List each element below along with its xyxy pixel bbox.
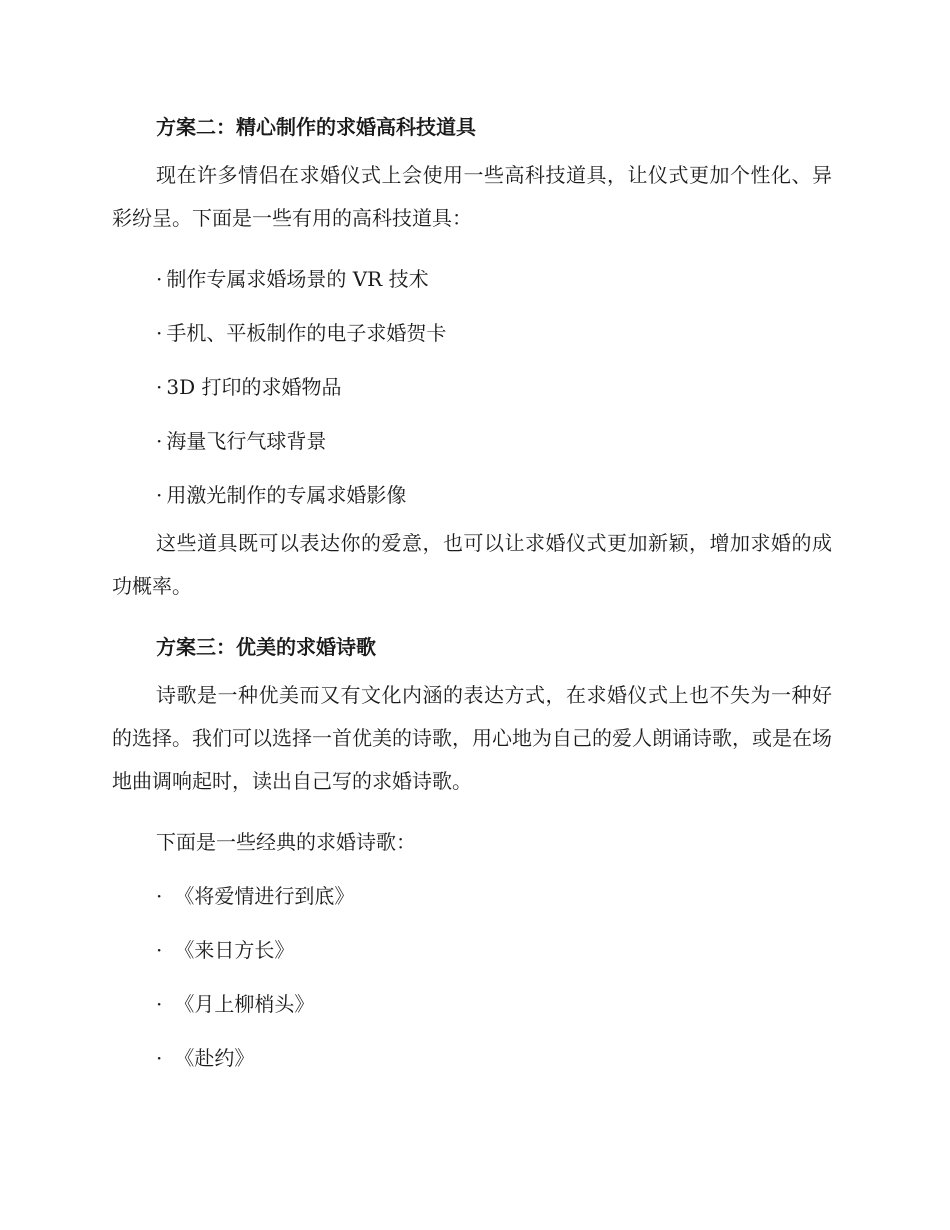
list-item-text: 手机、平板制作的电子求婚贺卡 [166, 321, 447, 345]
list-item-text: 《来日方长》 [174, 938, 295, 962]
section2-list [112, 252, 832, 522]
list-item-text: 制作专属求婚场景的 VR 技术 [166, 267, 429, 291]
bullet-marker: · [156, 483, 163, 507]
bullet-marker: · [156, 375, 163, 399]
bullet-marker: · [156, 992, 163, 1016]
bullet-marker: · [156, 884, 163, 908]
section2-intro: 现在许多情侣在求婚仪式上会使用一些高科技道具，让仪式更加个性化、异彩纷呈。下面是一些有用的高科技道具： [112, 163, 832, 230]
bullet-marker: · [156, 1046, 163, 1070]
section2-heading: 方案二：精心制作的求婚高科技道具 [156, 115, 476, 139]
list-item-text: 《赴约》 [174, 1046, 255, 1070]
list-item [112, 1031, 832, 1085]
list-item-text: 海量飞行气球背景 [166, 429, 327, 453]
bullet-marker: · [156, 429, 163, 453]
list-item-text: 《将爱情进行到底》 [174, 884, 355, 908]
section3-heading: 方案三：优美的求婚诗歌 [156, 635, 376, 659]
list-item-text: 用激光制作的专属求婚影像 [166, 483, 407, 507]
list-item [112, 977, 832, 1031]
list-item [112, 923, 832, 977]
list-item [112, 252, 832, 306]
list-item-text: 3D 打印的求婚物品 [166, 375, 342, 399]
list-item [112, 869, 832, 923]
bullet-marker: · [156, 938, 163, 962]
section2-conclusion: 这些道具既可以表达你的爱意，也可以让求婚仪式更加新颖，增加求婚的成功概率。 [112, 531, 832, 598]
section3-list-intro: 下面是一些经典的求婚诗歌： [156, 830, 416, 854]
bullet-marker: · [156, 321, 163, 345]
bullet-marker: · [156, 267, 163, 291]
section3-intro: 诗歌是一种优美而又有文化内涵的表达方式，在求婚仪式上也不失为一种好的选择。我们可以选择一首优美的诗歌，用心地为自己的爱人朗诵诗歌，或是在场地曲调响起时，读出自己写的求婚诗歌。 [112, 683, 832, 793]
list-item [112, 360, 832, 414]
document-page [112, 100, 832, 1085]
section3-list [112, 869, 832, 1085]
list-item [112, 468, 832, 522]
list-item [112, 306, 832, 360]
list-item-text: 《月上柳梢头》 [174, 992, 315, 1016]
list-item [112, 414, 832, 468]
